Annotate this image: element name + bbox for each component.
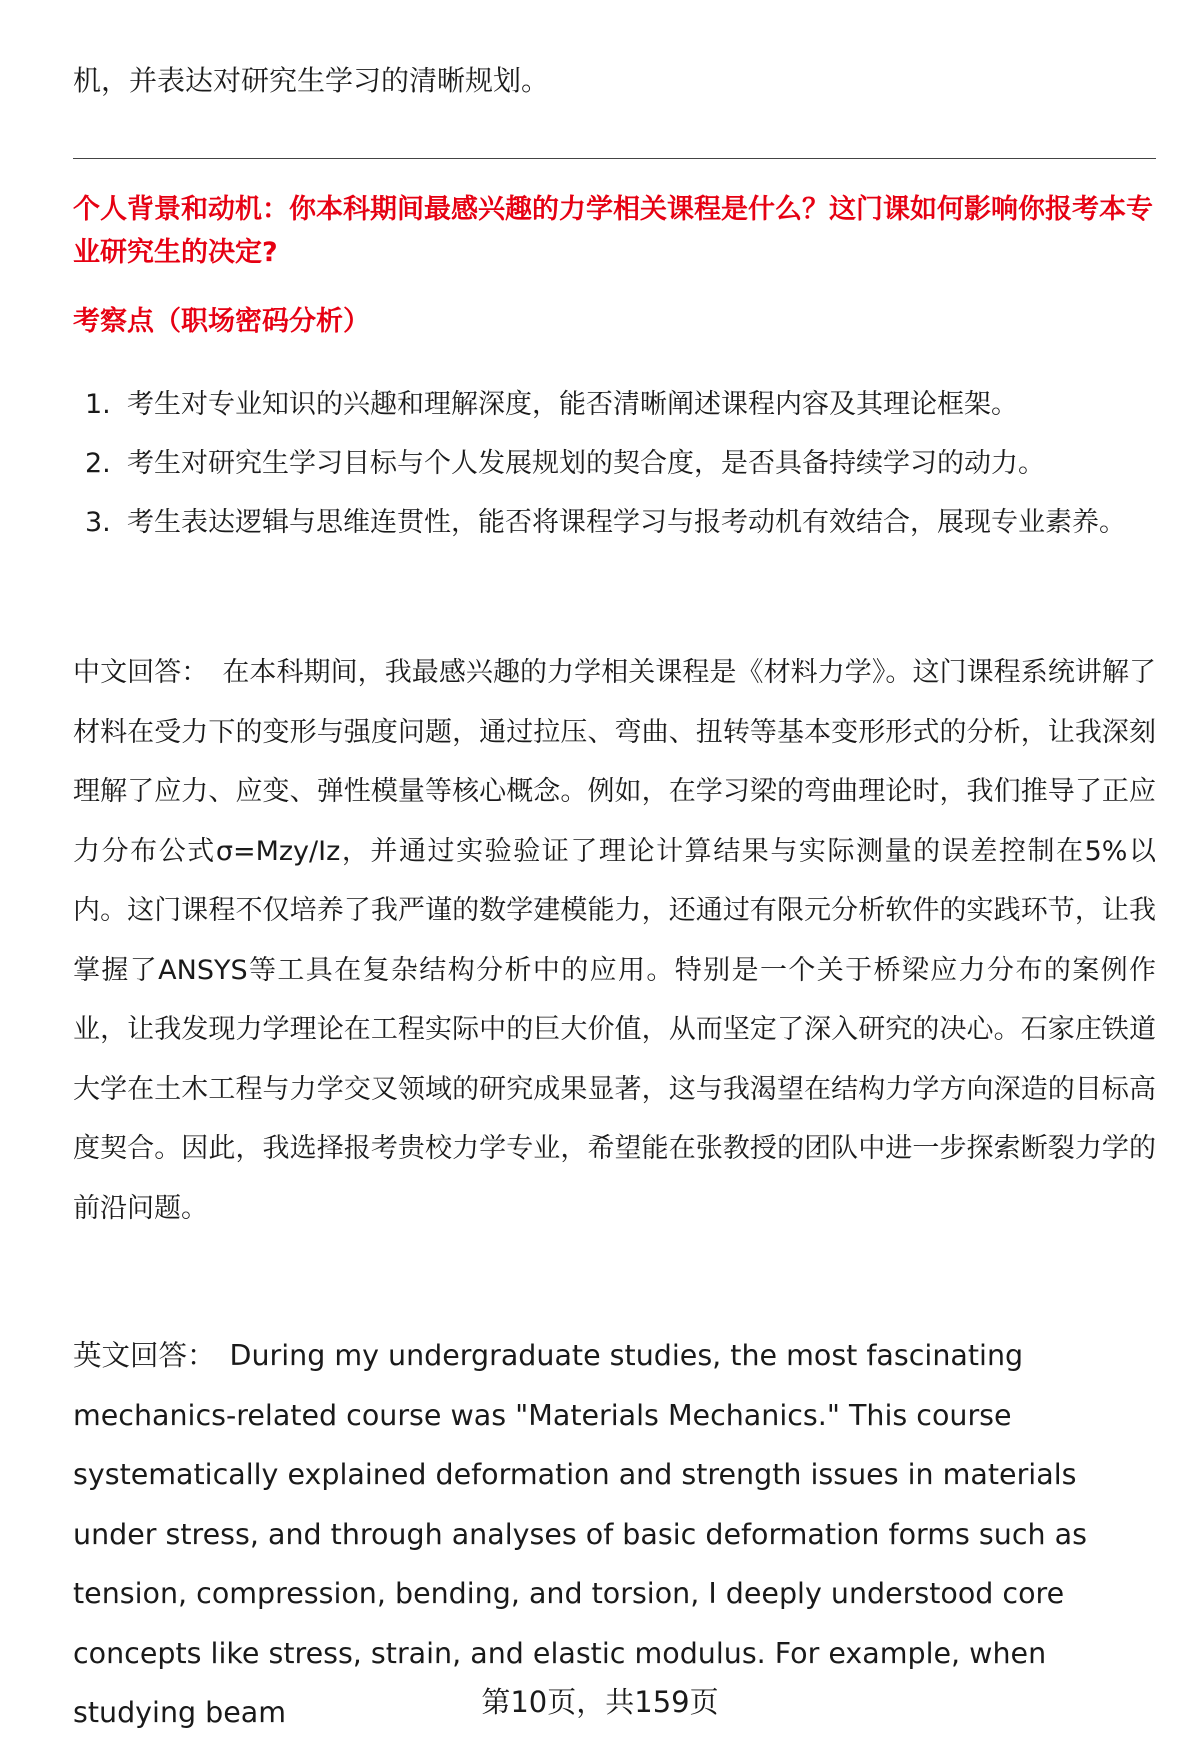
list-item-number: 2. — [85, 448, 111, 479]
assessment-points-list — [73, 375, 1156, 552]
list-item — [73, 375, 1156, 434]
intro-tail-text: 机，并表达对研究生学习的清晰规划。 — [73, 64, 550, 97]
english-answer-label: 英文回答： — [73, 1339, 216, 1372]
chinese-answer-label: 中文回答： — [73, 657, 209, 688]
list-item-text: 考生表达逻辑与思维连贯性，能否将课程学习与报考动机有效结合，展现专业素养。 — [127, 507, 1126, 538]
question-heading: 个人背景和动机：你本科期间最感兴趣的力学相关课程是什么？这门课如何影响你报考本专业研究生的决定? — [73, 194, 1153, 268]
chinese-answer — [73, 643, 1156, 1238]
list-item-text: 考生对研究生学习目标与个人发展规划的契合度，是否具备持续学习的动力。 — [127, 448, 1045, 479]
list-item-text: 考生对专业知识的兴趣和理解深度，能否清晰阐述课程内容及其理论框架。 — [127, 389, 1018, 420]
kaochadian-heading: 考察点（职场密码分析） — [73, 306, 370, 337]
section-divider — [73, 158, 1156, 159]
list-item-number: 1. — [85, 389, 111, 420]
list-item-number: 3. — [85, 507, 111, 538]
chinese-answer-text: 在本科期间，我最感兴趣的力学相关课程是《材料力学》。这门课程系统讲解了材料在受力下的变形与强度问题，通过拉压、弯曲、扭转等基本变形形式的分析，让我深刻理解了应力、应变、弹性模量等核心概念。例如，在学习梁的弯曲理论时，我们推导了正应力分布公式σ=Mzy/Iz，并通过实验验证了理论计算结果与实际测量的误差控制在5%以内。这门课程不仅培养了我严谨的数学建模能力，还通过有限元分析软件的实践环节，让我掌握了ANSYS等工具在复杂结构分析中的应用。特别是一个关于桥梁应力分布的案例作业，让我发现力学理论在工程实际中的巨大价值，从而坚定了深入研究的决心。石家庄铁道大学在土木工程与力学交叉领域的研究成果显著，这与我渴望在结构力学方向深造的目标高度契合。因此，我选择报考贵校力学专业，希望能在张教授的团队中进一步探索断裂力学的前沿问题。 — [73, 657, 1157, 1224]
english-answer-text: During my undergraduate studies, the most fascinating mechanics-related course was "Materials Mechanics." This course systematically explained deformation and strength issues in materials under stress, and through analyses of basic deformation forms such as tension, compression, bending, and torsion, I deeply understood core concepts like stress, strain, and elastic modulus. For example, when studying beam — [73, 1339, 1087, 1729]
list-item — [73, 434, 1156, 493]
english-answer — [73, 1326, 1156, 1743]
list-item — [73, 493, 1156, 552]
page-number-footer: 第10页，共159页 — [481, 1685, 719, 1719]
